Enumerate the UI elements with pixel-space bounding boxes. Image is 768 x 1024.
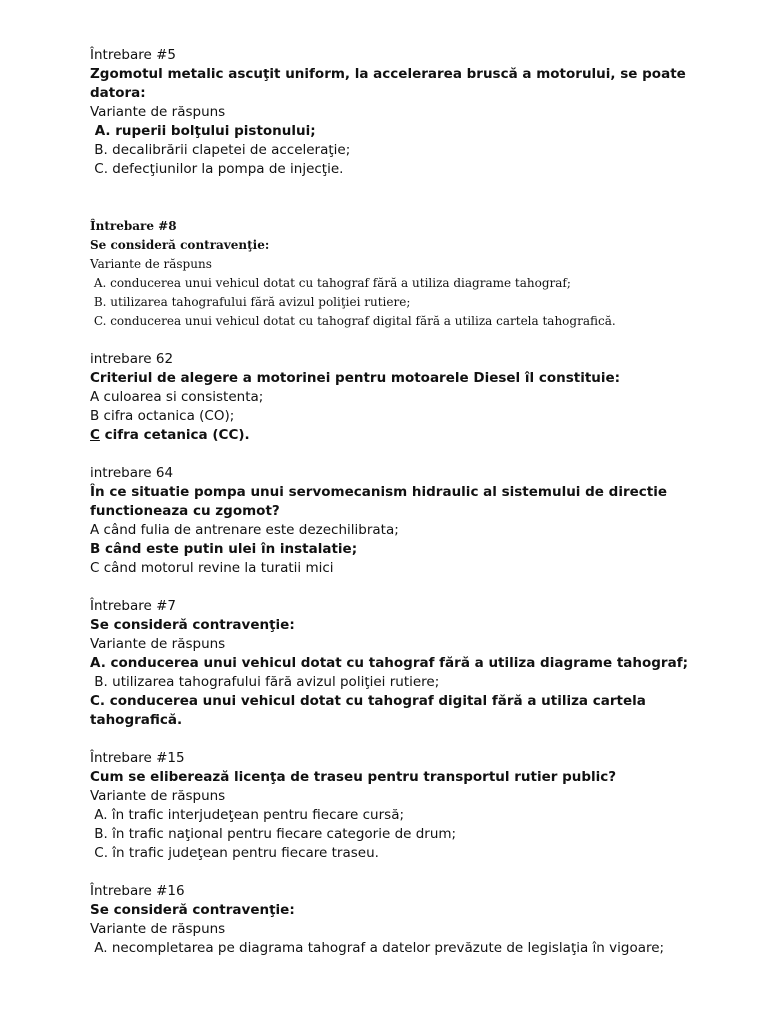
answer-a: A. conducerea unui vehicul dotat cu tahograf fără a utiliza diagrame tahograf; bbox=[90, 655, 688, 671]
answer-a: A. în trafic interjudeţean pentru fiecare cursă; bbox=[90, 807, 405, 823]
question-title: intrebare 64 bbox=[90, 465, 174, 481]
question-block-15 bbox=[90, 749, 690, 863]
question-text: În ce situatie pompa unui servomecanism hidraulic al sistemului de directie functioneaza cu zgomot? bbox=[90, 484, 667, 519]
question-text: Se consideră contravenţie: bbox=[90, 617, 295, 633]
question-title: Întrebare #16 bbox=[90, 883, 185, 899]
question-text: Se consideră contravenţie: bbox=[90, 902, 295, 918]
question-block-8 bbox=[90, 217, 690, 331]
question-title: Întrebare #5 bbox=[90, 47, 176, 63]
variants-label: Variante de răspuns bbox=[90, 788, 226, 804]
answer-c: C. în trafic judeţean pentru fiecare traseu. bbox=[90, 845, 379, 861]
question-block-64 bbox=[90, 464, 690, 578]
question-title: Întrebare #7 bbox=[90, 598, 176, 614]
variants-label: Variante de răspuns bbox=[90, 104, 226, 120]
answer-c: C când motorul revine la turatii mici bbox=[90, 560, 334, 576]
answer-b: B cifra octanica (CO); bbox=[90, 408, 235, 424]
answer-a: A. necompletarea pe diagrama tahograf a datelor prevăzute de legislaţia în vigoare; bbox=[90, 940, 665, 956]
answer-c-letter: C bbox=[90, 427, 100, 443]
variants-label: Variante de răspuns bbox=[90, 636, 226, 652]
question-text: Se consideră contravenţie: bbox=[90, 238, 270, 252]
answer-c: C. conducerea unui vehicul dotat cu tahograf digital fără a utiliza cartela tahografică. bbox=[90, 314, 616, 328]
answer-a: A. ruperii bolţului pistonului; bbox=[90, 123, 316, 139]
answer-b: B. utilizarea tahografului fără avizul poliţiei rutiere; bbox=[90, 295, 411, 309]
answer-c: C. defecţiunilor la pompa de injecţie. bbox=[90, 161, 344, 177]
document-page bbox=[90, 46, 690, 958]
question-text: Cum se eliberează licenţa de traseu pentru transportul rutier public? bbox=[90, 769, 617, 785]
answer-b: B. în trafic naţional pentru fiecare categorie de drum; bbox=[90, 826, 457, 842]
question-block-5 bbox=[90, 46, 690, 179]
answer-c-text: cifra cetanica (CC). bbox=[99, 427, 250, 443]
answer-c: C. conducerea unui vehicul dotat cu tahograf digital fără a utiliza cartela tahografică. bbox=[90, 693, 646, 728]
question-block-62 bbox=[90, 350, 690, 445]
variants-label: Variante de răspuns bbox=[90, 257, 212, 271]
question-text: Criteriul de alegere a motorinei pentru motoarele Diesel îl constituie: bbox=[90, 370, 621, 386]
answer-a: A culoarea si consistenta; bbox=[90, 389, 264, 405]
variants-label: Variante de răspuns bbox=[90, 921, 226, 937]
question-block-16 bbox=[90, 882, 690, 958]
question-title: intrebare 62 bbox=[90, 351, 174, 367]
question-title: Întrebare #8 bbox=[90, 219, 177, 233]
answer-a: A. conducerea unui vehicul dotat cu tahograf fără a utiliza diagrame tahograf; bbox=[90, 276, 571, 290]
answer-b: B când este putin ulei în instalatie; bbox=[90, 541, 358, 557]
answer-b: B. decalibrării clapetei de acceleraţie; bbox=[90, 142, 351, 158]
question-title: Întrebare #15 bbox=[90, 750, 185, 766]
question-text: Zgomotul metalic ascuţit uniform, la accelerarea bruscă a motorului, se poate datora: bbox=[90, 66, 686, 101]
answer-b: B. utilizarea tahografului fără avizul poliţiei rutiere; bbox=[90, 674, 440, 690]
answer-c bbox=[90, 426, 690, 445]
question-block-7 bbox=[90, 597, 690, 730]
answer-a: A când fulia de antrenare este dezechilibrata; bbox=[90, 522, 399, 538]
